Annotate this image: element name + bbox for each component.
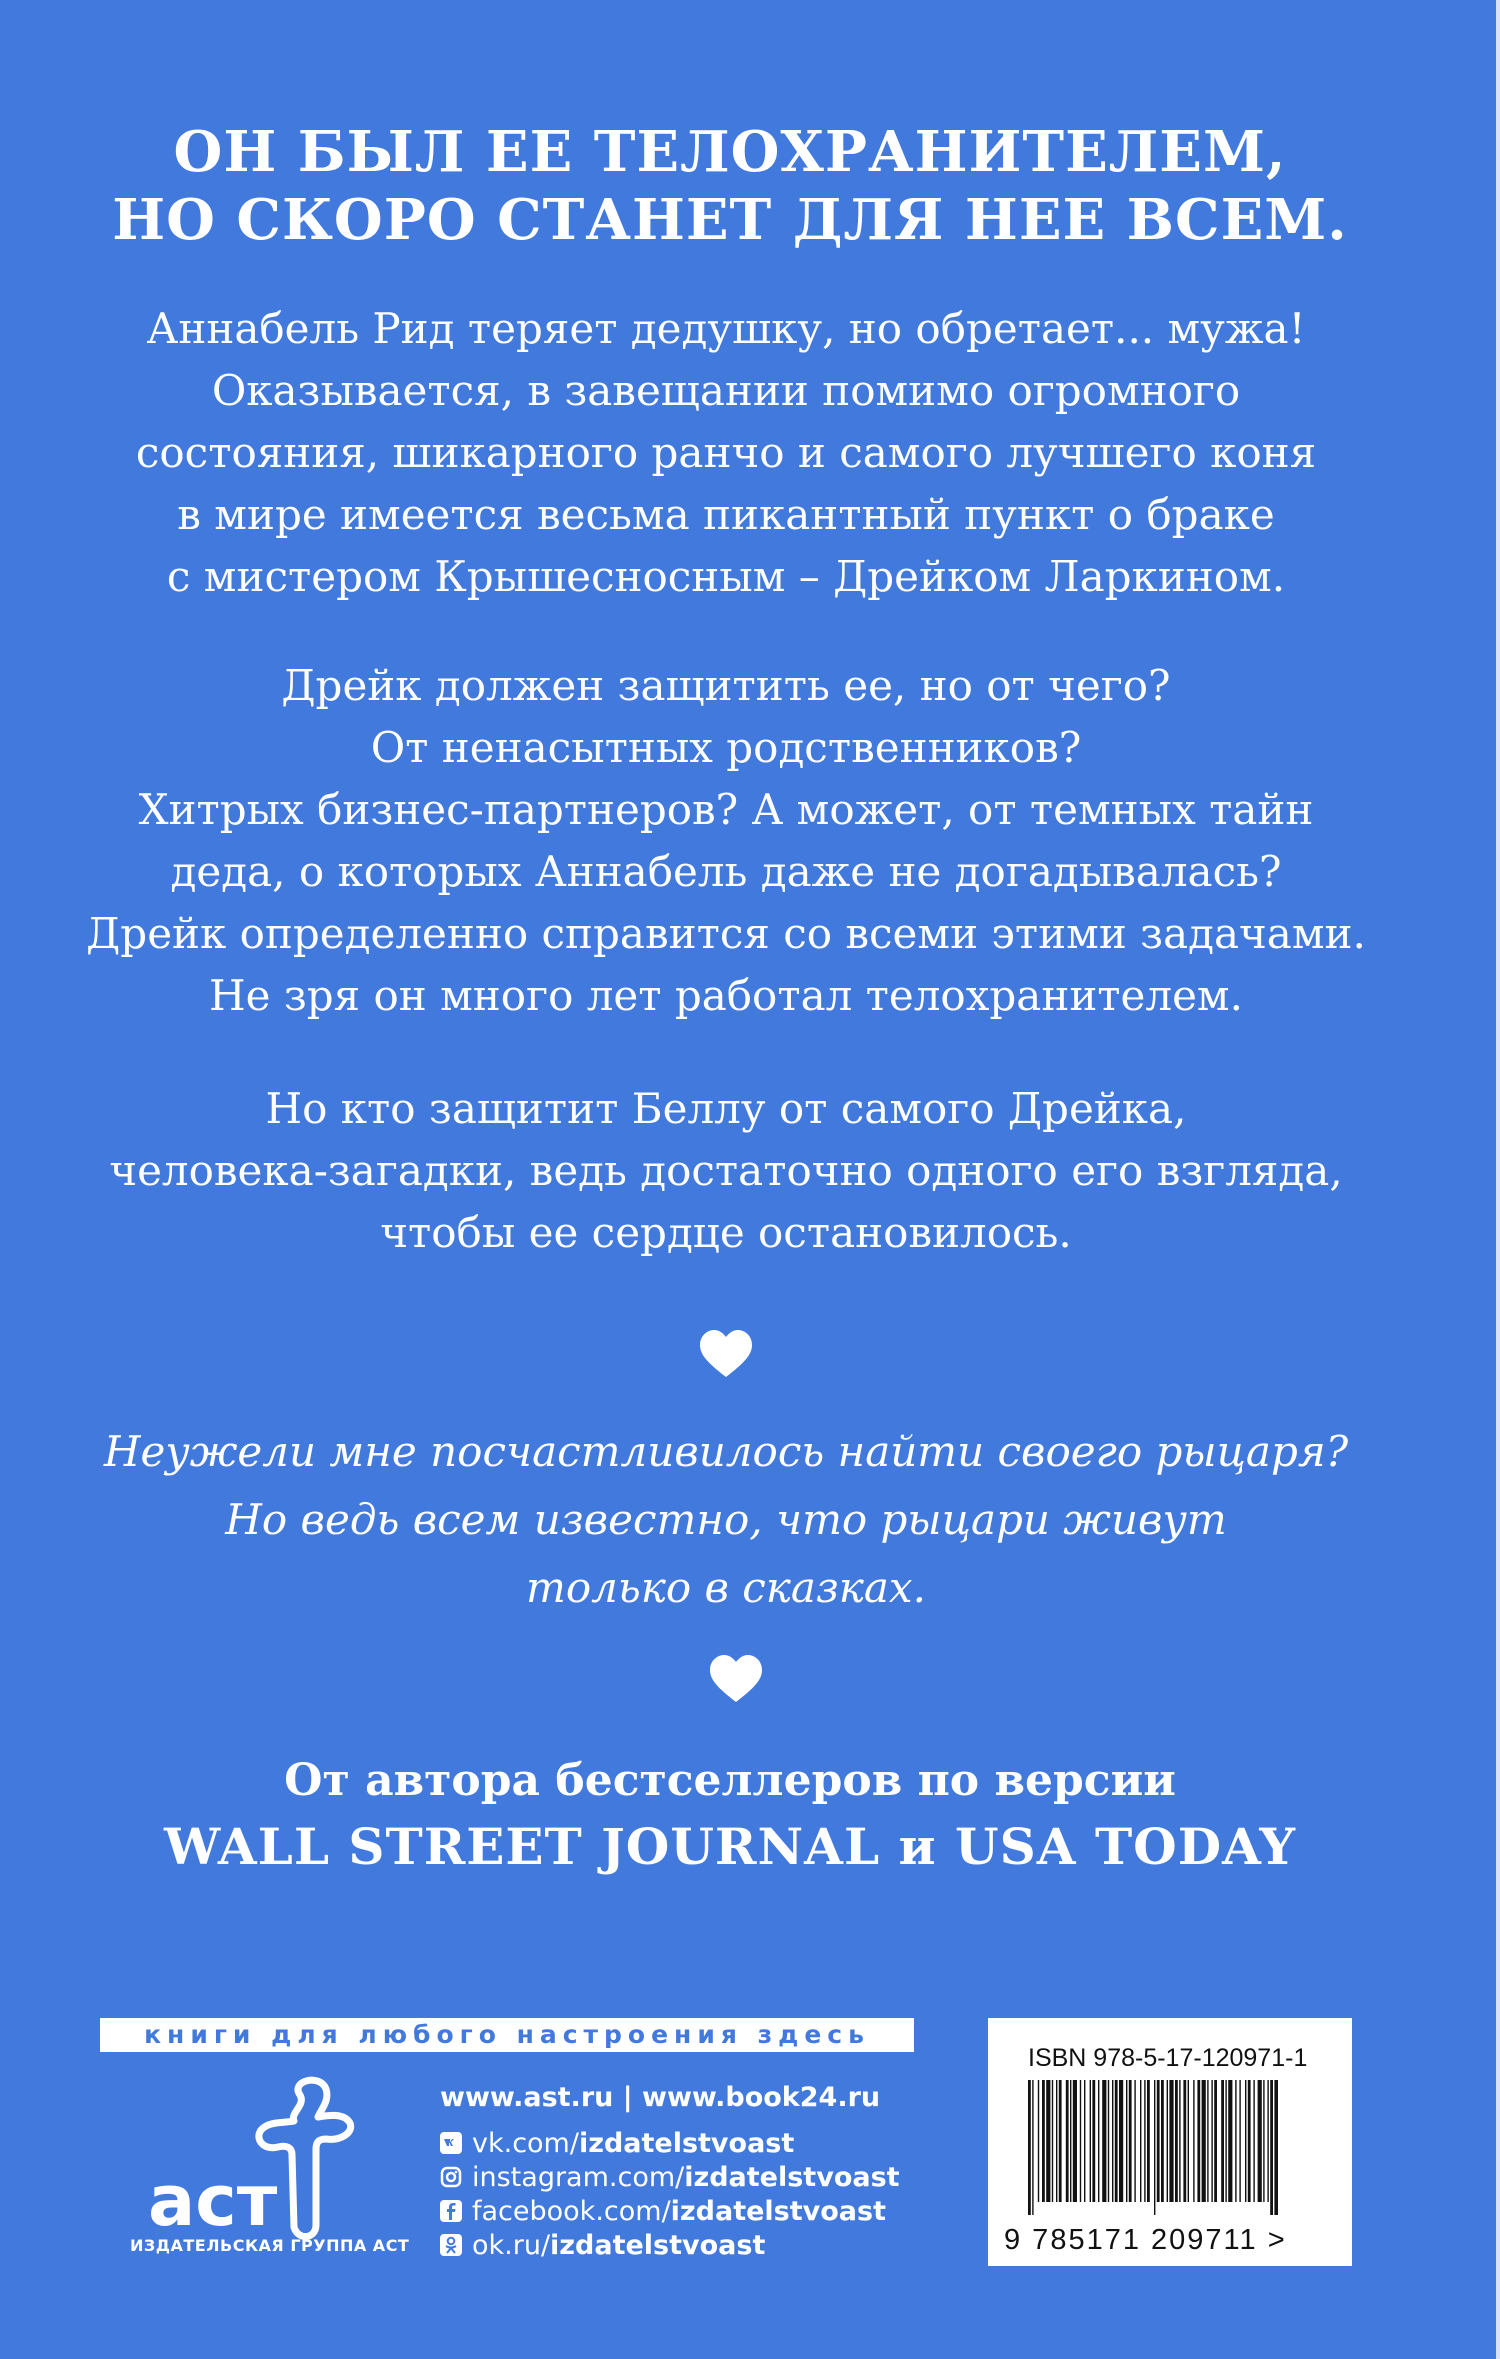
text-line: чтобы ее сердце остановилось. — [380, 1208, 1072, 1257]
contact-links — [440, 2078, 900, 2262]
barcode-bar — [1090, 2080, 1091, 2202]
text-line: Хитрых бизнес-партнеров? А может, от темных тайн — [138, 785, 1314, 834]
barcode-bar — [1214, 2080, 1217, 2202]
barcode-bar — [1080, 2080, 1081, 2202]
barcode-bar — [1235, 2080, 1236, 2202]
text-line: в мире имеется весьма пикантный пункт о браке — [177, 490, 1275, 539]
heart-icon — [696, 1325, 756, 1385]
barcode-bar — [1073, 2080, 1077, 2202]
headline-line-1: ОН БЫЛ ЕЕ ТЕЛОХРАНИТЕЛЕМ, — [173, 119, 1287, 185]
social-prefix: instagram.com/ — [472, 2161, 685, 2193]
barcode-bar — [1248, 2080, 1251, 2202]
barcode-bar — [1032, 2080, 1033, 2215]
barcode-bar — [1038, 2080, 1039, 2202]
barcode-bar — [1070, 2080, 1071, 2202]
barcode-bar — [1274, 2080, 1278, 2215]
text-line: Но кто защитит Беллу от самого Дрейка, — [265, 1084, 1187, 1133]
barcode-bar — [1098, 2080, 1099, 2202]
logo-text: аст — [148, 2160, 278, 2242]
barcode-bar — [1042, 2080, 1045, 2202]
text-line: Аннабель Рид теряет дедушку, но обретает... мужа! — [146, 304, 1306, 353]
barcode-bar — [1175, 2080, 1178, 2202]
social-handle: izdatelstvoast — [684, 2161, 900, 2193]
headline — [0, 118, 1460, 254]
instagram-icon — [440, 2166, 462, 2188]
barcode-bar — [1183, 2080, 1186, 2202]
barcode-bar — [1144, 2080, 1145, 2202]
barcode-bar — [1193, 2080, 1194, 2202]
social-prefix: ok.ru/ — [472, 2229, 551, 2261]
author-line-2: WALL STREET JOURNAL и USA TODAY — [163, 1817, 1297, 1876]
barcode-bar — [1169, 2080, 1173, 2202]
barcode-bar — [1239, 2080, 1240, 2202]
barcode-bar — [1056, 2080, 1057, 2202]
barcode-bar — [1267, 2080, 1268, 2202]
quote — [0, 1418, 1452, 1622]
website-links[interactable]: www.ast.ru | www.book24.ru — [440, 2082, 881, 2113]
text-line: Оказывается, в завещании помимо огромного — [211, 366, 1241, 415]
barcode-bar — [1202, 2080, 1206, 2202]
social-link-vk[interactable] — [440, 2126, 900, 2160]
synopsis-paragraph-2 — [0, 655, 1452, 1027]
social-handle: izdatelstvoast — [670, 2195, 886, 2227]
page-edge — [1496, 0, 1500, 2359]
barcode-bar — [1112, 2080, 1113, 2202]
facebook-icon — [440, 2200, 462, 2222]
barcode-bar — [1258, 2080, 1262, 2202]
barcode-bar — [1167, 2080, 1168, 2202]
barcode-bar — [1161, 2080, 1164, 2202]
barcode — [1028, 2080, 1278, 2215]
barcode-bar — [1154, 2080, 1155, 2215]
headline-line-2: НО СКОРО СТАНЕТ ДЛЯ НЕЕ ВСЕМ. — [112, 187, 1348, 253]
text-line: человека-загадки, ведь достаточно одного его взгляда, — [109, 1146, 1343, 1195]
social-link-facebook[interactable] — [440, 2194, 900, 2228]
barcode-bar — [1270, 2080, 1273, 2215]
barcode-bar — [1126, 2080, 1127, 2202]
barcode-bar — [1129, 2080, 1132, 2202]
barcode-bar — [1253, 2080, 1254, 2202]
publisher-name: ИЗДАТЕЛЬСКАЯ ГРУППА АСТ — [130, 2236, 410, 2255]
barcode-bar — [1066, 2080, 1069, 2202]
ok-icon — [440, 2234, 462, 2256]
barcode-bar — [1157, 2080, 1160, 2202]
social-prefix: vk.com/ — [472, 2127, 579, 2159]
barcode-digits: 9 785171 209711 > — [1004, 2224, 1287, 2256]
barcode-bar — [1028, 2080, 1031, 2215]
quote-line: Но ведь всем известно, что рыцари живут — [225, 1495, 1227, 1544]
isbn-panel — [988, 2018, 1352, 2266]
barcode-bar — [1052, 2080, 1053, 2202]
text-line: Не зря он много лет работал телохранителем. — [209, 971, 1243, 1020]
barcode-bar — [1197, 2080, 1200, 2202]
social-handle: izdatelstvoast — [578, 2127, 795, 2159]
quote-line: только в сказках. — [526, 1563, 926, 1612]
text-line: состояния, шикарного ранчо и самого лучшего коня — [135, 428, 1317, 477]
ast-logo — [130, 2075, 380, 2255]
barcode-bar — [1179, 2080, 1180, 2202]
barcode-bar — [1245, 2080, 1246, 2202]
text-line: деда, о которых Аннабель даже не догадывалась? — [170, 847, 1282, 896]
barcode-bar — [1108, 2080, 1109, 2202]
vk-icon — [440, 2132, 462, 2154]
barcode-bar — [1188, 2080, 1189, 2202]
barcode-bar — [1134, 2080, 1135, 2202]
barcode-bar — [1221, 2080, 1224, 2202]
text-line: Дрейк должен защитить ее, но от чего? — [281, 661, 1171, 710]
social-link-instagram[interactable] — [440, 2160, 900, 2194]
quote-line: Неужели мне посчастливилось найти своего рыцаря? — [103, 1427, 1349, 1476]
heart-icon — [706, 1650, 766, 1710]
barcode-bar — [1207, 2080, 1208, 2202]
barcode-bar — [1147, 2080, 1150, 2202]
barcode-bar — [1119, 2080, 1123, 2202]
barcode-bar — [1115, 2080, 1118, 2202]
barcode-bar — [1263, 2080, 1264, 2202]
social-handle: izdatelstvoast — [550, 2229, 766, 2261]
social-prefix: facebook.com/ — [472, 2195, 671, 2227]
isbn-number: ISBN 978-5-17-120971-1 — [1028, 2044, 1308, 2072]
author-credentials — [0, 1750, 1460, 1882]
barcode-bar — [1228, 2080, 1232, 2202]
synopsis-paragraph-1 — [0, 298, 1452, 608]
text-line: Дрейк определенно справится со всеми этими задачами. — [86, 909, 1366, 958]
text-line: От ненасытных родственников? — [370, 723, 1082, 772]
author-line-1: От автора бестселлеров по версии — [284, 1755, 1176, 1806]
synopsis-paragraph-3 — [0, 1078, 1452, 1264]
text-line: с мистером Крышесносным – Дрейком Ларкином. — [166, 552, 1286, 601]
barcode-bar — [1084, 2080, 1085, 2202]
slogan-banner: книги для любого настроения здесь — [100, 2018, 914, 2052]
barcode-bar — [1102, 2080, 1106, 2202]
social-link-ok[interactable] — [440, 2228, 900, 2262]
barcode-bar — [1092, 2080, 1095, 2202]
barcode-bar — [1211, 2080, 1212, 2202]
barcode-bar — [1059, 2080, 1062, 2202]
barcode-bar — [1225, 2080, 1226, 2202]
barcode-bar — [1046, 2080, 1050, 2202]
barcode-bar — [1140, 2080, 1141, 2202]
